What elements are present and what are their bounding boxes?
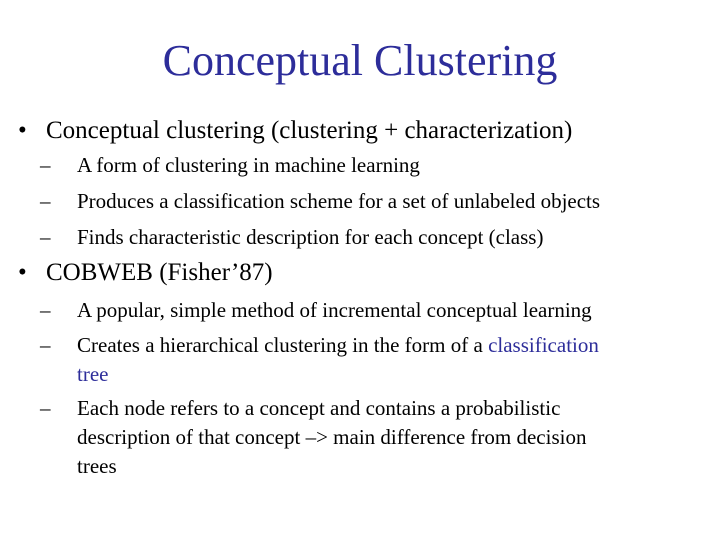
sub-bullet-marker: – — [40, 396, 51, 420]
sub-bullet-marker: – — [40, 189, 51, 213]
bullet-marker: • — [18, 259, 27, 286]
classification-highlight: classification — [488, 333, 599, 357]
sub-bullet-text-line2: description of that concept –> main difference from decision — [77, 425, 587, 449]
sub-bullet-text: Produces a classification scheme for a set of unlabeled objects — [77, 189, 601, 213]
sub-bullet-text: A popular, simple method of incremental conceptual learning — [77, 298, 592, 322]
sub-bullet-text-line1: Each node refers to a concept and contains a probabilistic — [77, 396, 561, 420]
sub-bullet-marker: – — [40, 225, 51, 249]
sub-bullet-classification-scheme — [40, 187, 600, 216]
sub-bullet-popular-method — [40, 296, 592, 325]
bullet-conceptual-clustering — [18, 116, 572, 146]
slide-title: Conceptual Clustering — [162, 36, 558, 85]
sub-bullet-characteristic-description — [40, 223, 543, 252]
sub-bullet-marker: – — [40, 333, 51, 357]
bullet-cobweb — [18, 258, 273, 288]
sub-bullet-text: Finds characteristic description for each concept (class) — [77, 225, 544, 249]
sub-bullet-text: A form of clustering in machine learning — [77, 153, 420, 177]
sub-bullet-marker: – — [40, 298, 51, 322]
sub-bullet-text: Creates a hierarchical clustering in the form of a — [77, 333, 489, 357]
sub-bullet-form-of-clustering — [40, 151, 420, 180]
bullet-text: Conceptual clustering (clustering + characterization) — [46, 117, 573, 144]
sub-bullet-node-concept — [40, 394, 586, 481]
tree-highlight: tree — [77, 362, 109, 386]
sub-bullet-text-line3: trees — [77, 454, 117, 478]
bullet-text: COBWEB (Fisher’87) — [46, 259, 273, 286]
sub-bullet-hierarchical-clustering — [40, 331, 599, 389]
bullet-marker: • — [18, 117, 27, 144]
sub-bullet-marker: – — [40, 153, 51, 177]
